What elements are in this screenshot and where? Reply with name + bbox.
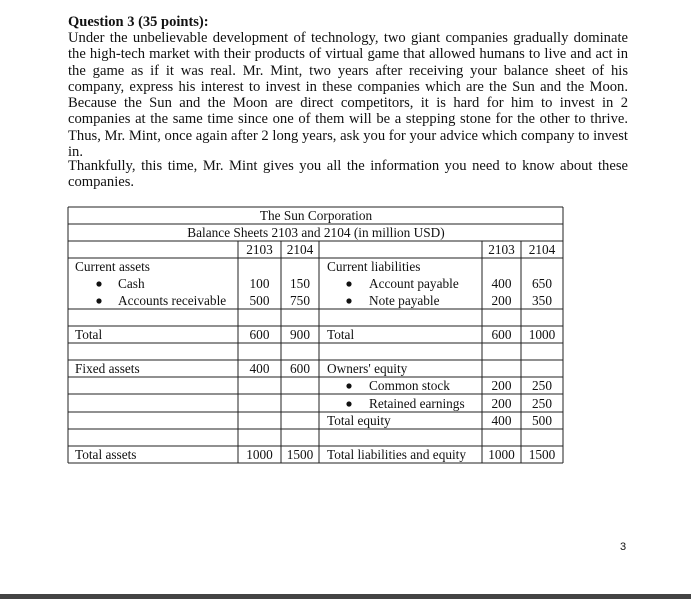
value-re-2104: 250: [532, 396, 552, 411]
header-year-2104-left: 2104: [286, 242, 314, 257]
value-ap-2103: 400: [491, 276, 512, 291]
value-te-2104: 500: [532, 413, 552, 428]
label-total-liabilities-equity: Total liabilities and equity: [327, 447, 467, 462]
label-account-payable: Account payable: [369, 276, 459, 291]
value-tle-2104: 1500: [528, 447, 556, 462]
table-subtitle: Balance Sheets 2103 and 2104 (in million USD): [187, 225, 445, 240]
bullet-common-stock: [346, 383, 351, 388]
value-cash-2104: 150: [290, 276, 310, 291]
header-year-2104-right: 2104: [528, 242, 556, 257]
value-fixed-2104: 600: [290, 361, 310, 376]
value-fixed-2103: 400: [249, 361, 270, 376]
value-ta-2104: 1500: [286, 447, 314, 462]
value-total-cl-2104: 1000: [528, 327, 556, 342]
bullet-account-payable: [346, 281, 351, 286]
label-fixed-assets: Fixed assets: [75, 361, 140, 376]
label-total-equity: Total equity: [327, 413, 391, 428]
label-accounts-receivable: Accounts receivable: [118, 293, 227, 308]
value-te-2103: 400: [491, 413, 512, 428]
page-number: 3: [620, 541, 627, 553]
label-current-assets: Current assets: [75, 259, 150, 274]
question-title: Question 3 (35 points):: [68, 14, 209, 30]
label-total-current-assets: Total: [75, 327, 103, 342]
label-common-stock: Common stock: [369, 378, 450, 393]
header-year-2103-left: 2103: [246, 242, 273, 257]
value-tle-2103: 1000: [488, 447, 515, 462]
bullet-note-payable: [346, 298, 351, 303]
value-ta-2103: 1000: [246, 447, 273, 462]
label-owners-equity: Owners' equity: [327, 361, 408, 376]
company-name: The Sun Corporation: [259, 208, 373, 223]
label-cash: Cash: [118, 276, 145, 291]
bullet-accounts-receivable: [96, 298, 101, 303]
value-cs-2103: 200: [491, 378, 512, 393]
value-re-2103: 200: [491, 396, 512, 411]
viewer-bottom-bar: [0, 594, 691, 599]
value-ap-2104: 650: [532, 276, 552, 291]
value-total-ca-2104: 900: [290, 327, 310, 342]
label-current-liabilities: Current liabilities: [327, 259, 421, 274]
value-total-cl-2103: 600: [491, 327, 512, 342]
value-total-ca-2103: 600: [249, 327, 270, 342]
question-paragraph-2: Thankfully, this time, Mr. Mint gives you all the information you need to know about these companies.: [68, 158, 628, 191]
value-np-2103: 200: [491, 293, 512, 308]
bullet-retained-earnings: [346, 401, 351, 406]
value-np-2104: 350: [532, 293, 552, 308]
label-total-assets: Total assets: [75, 447, 137, 462]
value-ar-2104: 750: [290, 293, 310, 308]
value-cash-2103: 100: [249, 276, 270, 291]
header-year-2103-right: 2103: [488, 242, 515, 257]
value-cs-2104: 250: [532, 378, 552, 393]
question-paragraph-1: Under the unbelievable development of technology, two giant companies gradually dominate the high-tech market with their products of virtual game that allowed humans to live and act in the game as if it was real. Mr. Mint, two years after receiving your balance sheet of his company, express his interest to invest in these companies which are the Sun and the Moon. Because the Sun and the Moon are direct competitors, it is hard for him to invest in 2 companies at the same time since one of them will be a stepping stone for the other to thrive. Thus, Mr. Mint, once again after 2 long years, ask you for your advice which company to invest in.: [68, 30, 628, 161]
bullet-cash: [96, 281, 101, 286]
label-note-payable: Note payable: [369, 293, 440, 308]
label-retained-earnings: Retained earnings: [369, 396, 465, 411]
label-total-current-liabilities: Total: [327, 327, 355, 342]
value-ar-2103: 500: [249, 293, 270, 308]
